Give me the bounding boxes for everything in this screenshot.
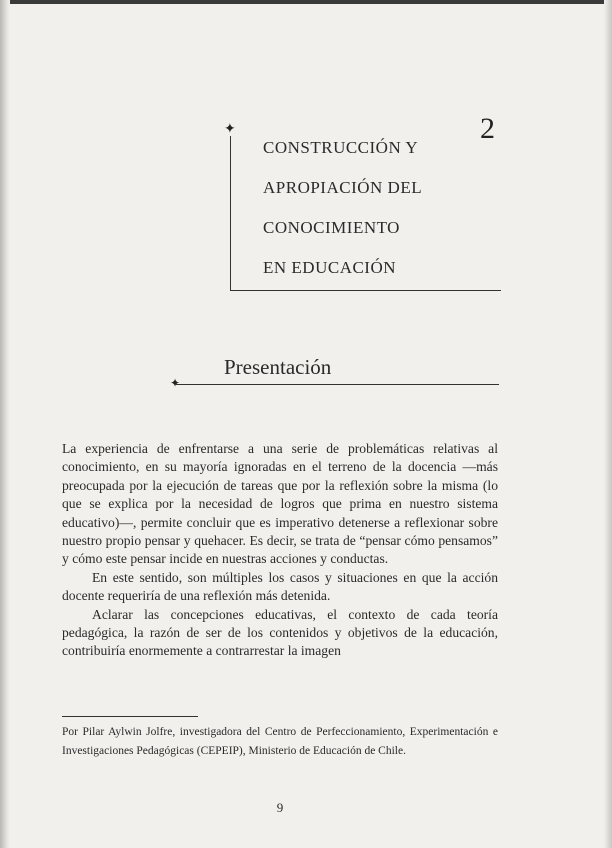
chapter-title-line: CONOCIMIENTO — [263, 218, 400, 237]
chapter-title-line: CONSTRUCCIÓN Y — [263, 138, 419, 157]
body-paragraph: La experiencia de enfrentarse a una serie de problemáticas relativas al conocimiento, en su mayoría ignoradas en el terreno de la docencia —más preocupada por la ejecución de tareas que por la reflexión sobre la misma (lo que se explica por la necesidad de logros que prima en nuestro sistema educativo)—, permite concluir que es imperativo detenerse a reflexionar sobre nuestro propio pensar y quehacer. Es decir, se trata de “pensar cómo pensamos” y cómo este pensar incide en nuestras acciones y conductas. — [62, 441, 498, 567]
chapter-title-line: EN EDUCACIÓN — [263, 258, 397, 277]
section-title: Presentación — [224, 355, 332, 379]
chapter-title-line: APROPIACIÓN DEL — [263, 178, 423, 197]
body-paragraph: Aclarar las concepciones educativas, el contexto de cada teoría pedagógica, la razón de ser de los contenidos y objetivos de la educación, contribuiría enormemente a contrarrestar la imagen — [62, 606, 498, 659]
chapter-title — [263, 138, 473, 298]
page-edge-right — [604, 0, 612, 848]
diamond-ornament-icon: ✦ — [170, 376, 181, 390]
chapter-number: 2 — [480, 112, 495, 145]
footnote-rule — [62, 716, 198, 717]
body-text — [62, 440, 498, 661]
section-rule — [176, 384, 499, 385]
page-edge-top — [0, 0, 612, 4]
footnote: Por Pilar Aylwin Jolfre, investigadora del Centro de Perfeccionamiento, Experimentación e Investigaciones Pedagógicas (CEPEIP), Ministerio de Educación de Chile. — [62, 726, 498, 757]
diamond-ornament-icon: ✦ — [224, 122, 236, 137]
page-gutter-shadow — [0, 0, 10, 848]
body-paragraph: En este sentido, son múltiples los casos y situaciones en que la acción docente requeriría de una reflexión más detenida. — [62, 569, 498, 604]
page-number: 9 — [276, 800, 284, 815]
